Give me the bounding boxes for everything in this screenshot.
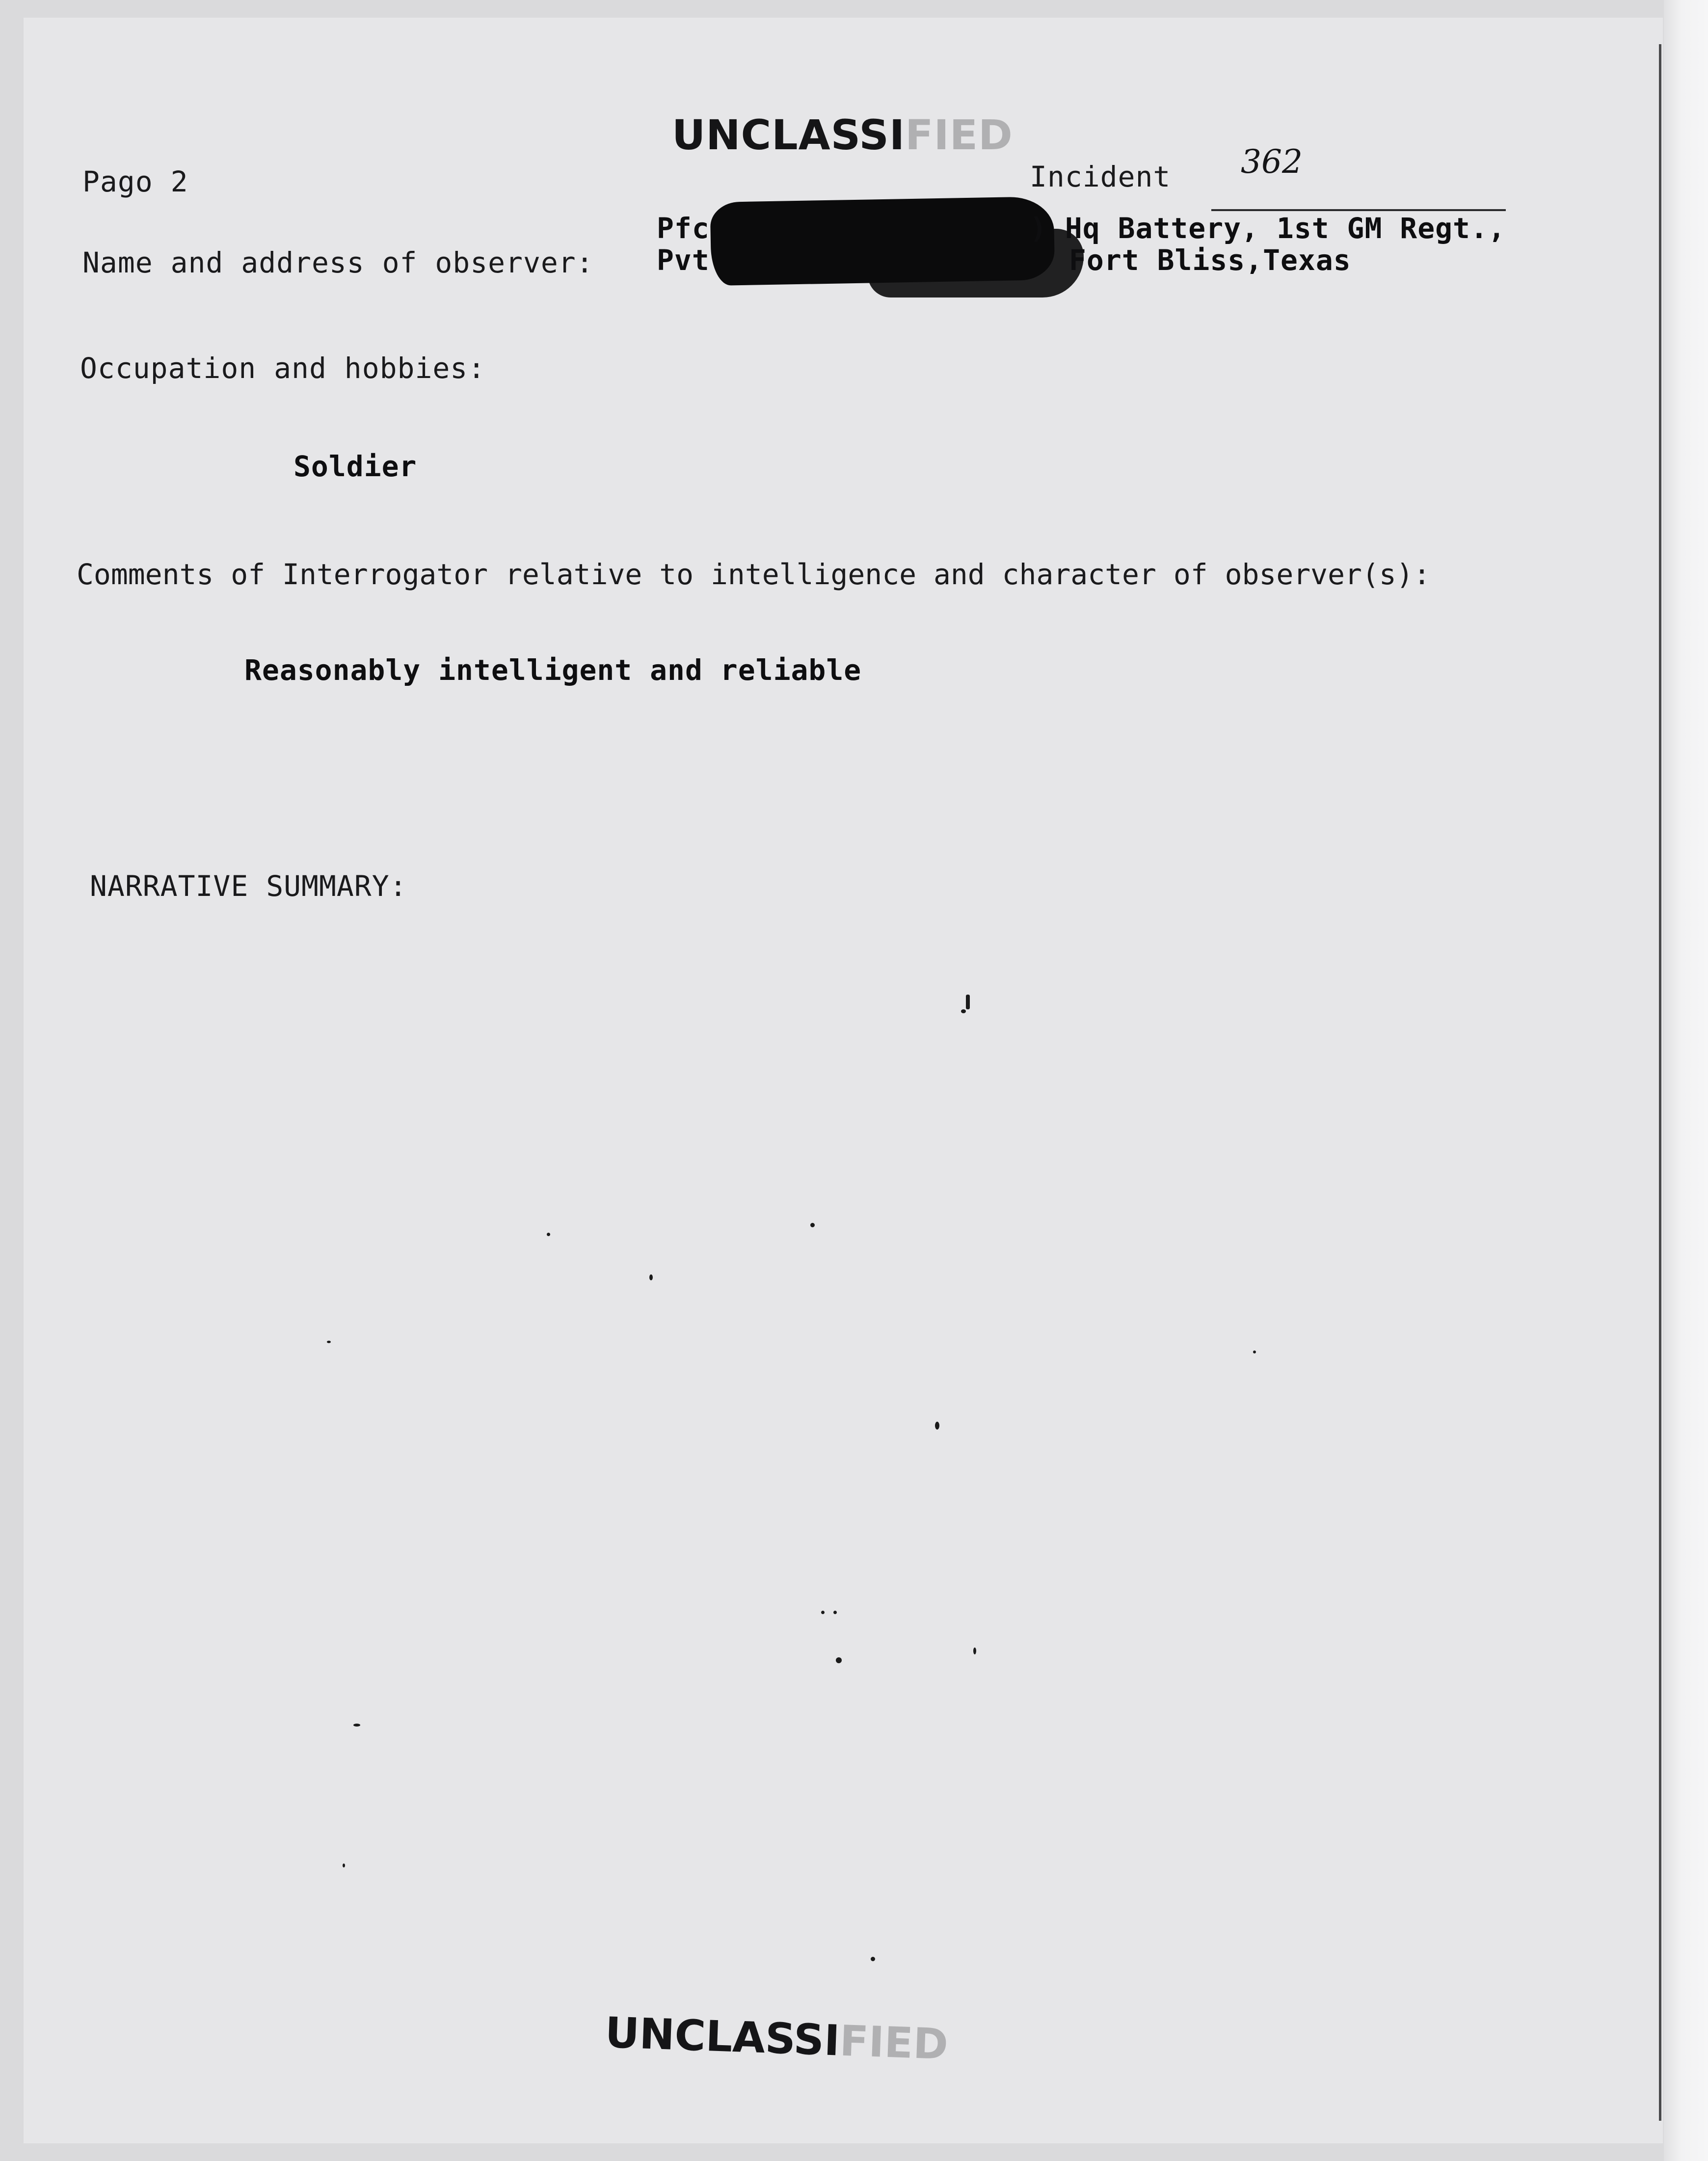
- ink-speck: [821, 1611, 825, 1614]
- ink-speck: [327, 1341, 331, 1343]
- occupation-label: Occupation and hobbies:: [80, 351, 486, 385]
- occupation-value: Soldier: [294, 450, 417, 483]
- scan-margin: [1664, 0, 1708, 2161]
- classification-stamp-top-faded: FIED: [905, 111, 1013, 159]
- document-page: [24, 18, 1663, 2143]
- narrative-label: NARRATIVE SUMMARY:: [90, 869, 407, 903]
- observer-rank-pfc: Pfc: [657, 212, 710, 245]
- incident-label: Incident: [1030, 160, 1171, 193]
- classification-stamp-bottom: [544, 1957, 951, 2118]
- classification-stamp-top-text: UNCLASSI: [671, 111, 906, 159]
- classification-stamp-bottom-faded: FIED: [839, 2016, 949, 2070]
- ink-speck: [961, 1009, 966, 1013]
- observer-label: Name and address of observer:: [82, 246, 594, 279]
- ink-speck: [353, 1724, 360, 1727]
- page-number: Pago 2: [82, 165, 188, 198]
- observer-location: Fort Bliss,Texas: [1069, 243, 1351, 277]
- comments-label: Comments of Interrogator relative to intelligence and character of observer(s):: [77, 558, 1431, 591]
- ink-speck: [810, 1223, 815, 1227]
- ink-speck: [871, 1957, 875, 1961]
- incident-underline: [1211, 209, 1506, 211]
- observer-rank-pvt: Pvt: [657, 243, 710, 277]
- ink-speck: [935, 1422, 939, 1430]
- ink-speck: [1253, 1351, 1256, 1353]
- ink-speck: [966, 995, 970, 1009]
- classification-stamp-bottom-text: UNCLASSI: [604, 2008, 841, 2066]
- ink-speck: [973, 1648, 976, 1654]
- ink-speck: [547, 1233, 550, 1236]
- ink-speck: [649, 1274, 653, 1280]
- incident-number: 362: [1241, 143, 1303, 181]
- ink-speck: [343, 1864, 345, 1867]
- ink-speck: [833, 1611, 837, 1614]
- classification-stamp-top: [613, 63, 1013, 207]
- ink-speck: [836, 1657, 842, 1663]
- observer-unit: ) Hq Battery, 1st GM Regt.,: [1030, 212, 1506, 245]
- scan-edge-line: [1659, 44, 1661, 2121]
- comments-value: Reasonably intelligent and reliable: [244, 653, 862, 687]
